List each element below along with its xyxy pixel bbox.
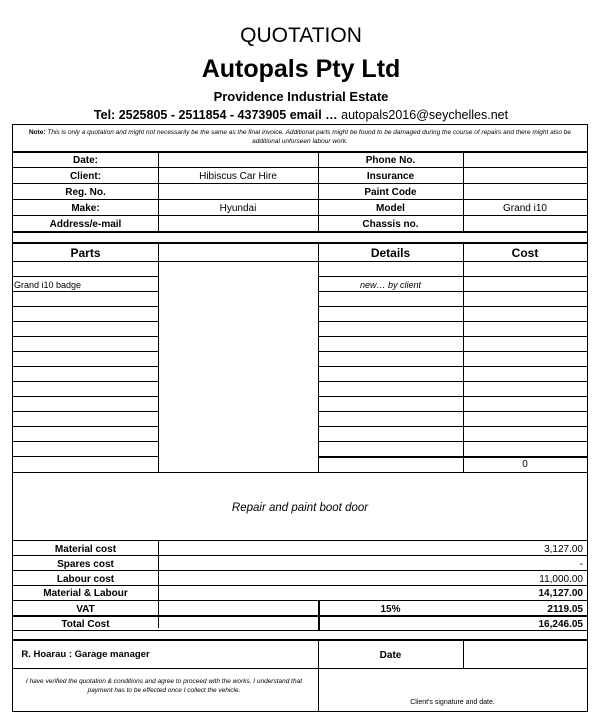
note-text: This is only a quotation and might not necessarily be the same as the final invoice. Additional parts might be found to be damaged during the course of repairs and there might also be additional unforseen labour work. — [47, 129, 572, 145]
chassis-label: Chassis no. — [362, 219, 419, 230]
model-value: Grand i10 — [503, 203, 547, 214]
client-signature-label: Client's signature and date. — [410, 699, 495, 706]
paint-label: Paint Code — [364, 187, 417, 198]
material-cost-value: 3,127.00 — [544, 544, 583, 555]
grid-vline — [463, 639, 464, 669]
grid-hline — [318, 366, 587, 367]
total-cost-value: 16,246.05 — [538, 619, 583, 630]
part-detail: new… by client — [359, 280, 422, 290]
spares-cost-label: Spares cost — [57, 559, 114, 570]
grid-hline — [318, 306, 587, 307]
grid-hline — [13, 183, 587, 184]
disclaimer-note — [17, 128, 583, 146]
tel-numbers: 2525805 - 2511854 - 4373905 — [118, 108, 287, 122]
grid-hline — [318, 396, 587, 397]
grid-hline — [318, 426, 587, 427]
part-name: Grand i10 badge — [14, 280, 82, 290]
signoff-date-label: Date — [379, 650, 402, 661]
grid-hline — [13, 668, 587, 669]
grid-hline — [13, 441, 158, 442]
grid-vline — [463, 243, 464, 473]
labour-cost-value: 11,000.00 — [539, 574, 583, 585]
phone-label: Phone No. — [365, 155, 416, 166]
work-description: Repair and paint boot door — [231, 502, 369, 514]
grid-hline — [13, 381, 158, 382]
email-label: email … — [289, 108, 338, 122]
grid-hline — [13, 242, 587, 244]
grid-vline — [463, 152, 464, 232]
material-labour-value: 14,127.00 — [538, 588, 583, 599]
company-name: Autopals Pty Ltd — [201, 55, 401, 83]
tel-label: Tel: — [93, 108, 116, 122]
grid-hline — [318, 276, 587, 277]
grid-hline — [13, 456, 158, 457]
grid-hline — [13, 540, 587, 541]
material-labour-label: Material & Labour — [43, 588, 128, 599]
grid-hline — [318, 336, 587, 337]
grid-hline — [13, 276, 158, 277]
grid-vline — [318, 243, 319, 473]
details-header: Details — [370, 246, 411, 260]
cost-header: Cost — [511, 246, 539, 260]
make-value: Hyundai — [219, 203, 257, 214]
reg-label: Reg. No. — [65, 187, 106, 198]
make-label: Make: — [71, 203, 100, 214]
client-value: Hibiscus Car Hire — [199, 171, 277, 182]
total-cost-label: Total Cost — [61, 619, 110, 630]
email-address: autopals2016@seychelles.net — [341, 108, 509, 122]
grid-hline — [318, 351, 587, 352]
grid-hline — [13, 199, 587, 200]
grid-hline — [318, 441, 587, 442]
grid-hline — [318, 456, 587, 458]
address-label: Address/e-mail — [49, 219, 122, 230]
client-agreement: I have verified the quotation & conditions and agree to proceed with the works. I understand that payment has to be effected once I collect the vehicle. — [25, 678, 303, 694]
grid-vline — [158, 152, 159, 232]
quotation-form — [12, 124, 588, 712]
note-label: Note: — [28, 129, 46, 136]
model-label: Model — [376, 203, 405, 214]
grid-hline — [318, 291, 587, 292]
grid-hline — [13, 396, 158, 397]
grid-hline — [13, 167, 587, 168]
spares-cost-value: - — [579, 559, 583, 570]
date-label: Date: — [72, 155, 98, 166]
manager-name: R. Hoarau : Garage manager — [21, 649, 150, 660]
document-title: QUOTATION — [240, 24, 362, 47]
grid-hline — [13, 351, 158, 352]
vat-label: VAT — [76, 604, 95, 615]
grid-hline — [13, 366, 158, 367]
company-address: Providence Industrial Estate — [213, 89, 389, 104]
grid-hline — [13, 321, 158, 322]
grid-hline — [13, 151, 587, 153]
labour-cost-label: Labour cost — [56, 574, 115, 585]
grid-hline — [13, 639, 587, 641]
grid-hline — [13, 291, 158, 292]
insurance-label: Insurance — [366, 171, 415, 182]
grid-hline — [318, 321, 587, 322]
grid-hline — [318, 381, 587, 382]
parts-total: 0 — [522, 459, 528, 470]
grid-hline — [13, 411, 158, 412]
grid-vline — [158, 243, 159, 473]
vat-rate: 15% — [380, 604, 401, 615]
grid-hline — [13, 336, 158, 337]
material-cost-label: Material cost — [54, 544, 117, 555]
grid-hline — [13, 306, 158, 307]
client-label: Client: — [69, 171, 102, 182]
vat-value: 2119.05 — [547, 604, 583, 615]
grid-hline — [13, 215, 587, 216]
parts-header: Parts — [70, 246, 101, 260]
grid-hline — [13, 600, 587, 601]
grid-hline — [13, 472, 587, 473]
contact-line — [0, 108, 602, 122]
grid-hline — [13, 426, 158, 427]
grid-hline — [13, 231, 587, 233]
grid-hline — [318, 411, 587, 412]
grid-hline — [13, 261, 587, 262]
